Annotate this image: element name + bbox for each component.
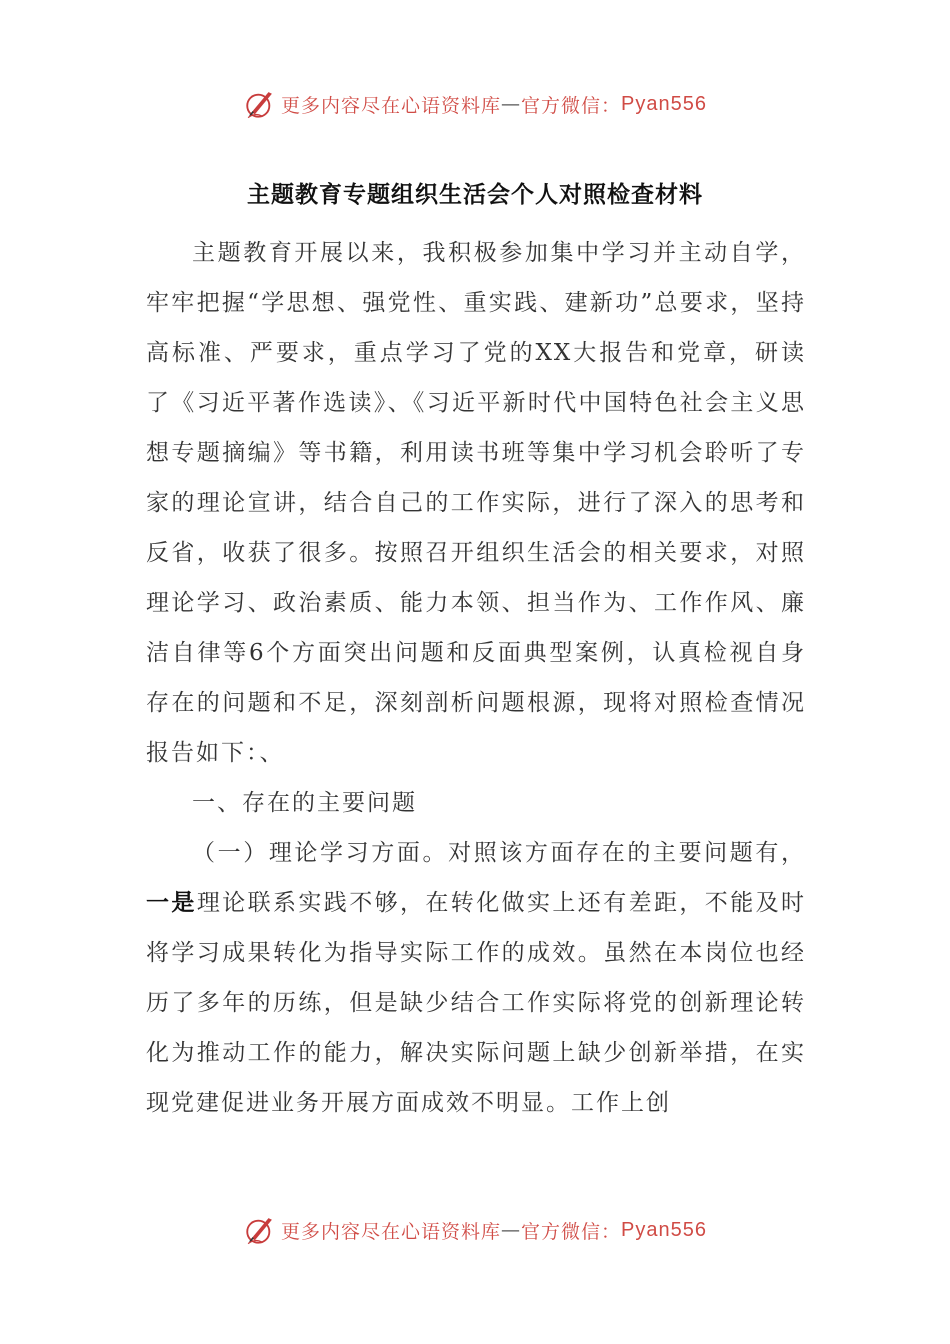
watermark-site-text: 更多内容尽在心语资料库 bbox=[281, 1220, 502, 1243]
point-text: 理论联系实践不够，在转化做实上还有差距，不能及时将学习成果转化为指导实际工作的成效。虽然在本岗位也经历了多年的历练，但是缺少结合工作实际将党的创新理论转化为推动工作的能力，解决实际问题上缺少创新举措，在实现党建促进业务开展方面成效不明显。工作上创 bbox=[146, 890, 807, 1116]
point-paragraph bbox=[146, 828, 806, 1128]
watermark-header bbox=[0, 84, 950, 124]
watermark-site-text: 更多内容尽在心语资料库 bbox=[281, 94, 502, 117]
section-heading: 一、存在的主要问题 bbox=[192, 790, 417, 816]
watermark-wechat-id: Pyan556 bbox=[621, 1218, 707, 1241]
point-lead: 一是 bbox=[146, 889, 197, 916]
watermark-wechat-id: Pyan556 bbox=[621, 92, 707, 115]
subsection-intro: （一）理论学习方面。对照该方面存在的主要问题有， bbox=[192, 840, 806, 866]
document-title: 主题教育专题组织生活会个人对照检查材料 bbox=[247, 182, 703, 208]
watermark-dash: — bbox=[501, 1219, 522, 1241]
watermark-footer bbox=[0, 1210, 950, 1250]
intro-paragraph: 主题教育开展以来，我积极参加集中学习并主动自学，牢牢把握“学思想、强党性、重实践、建新功”总要求，坚持高标准、严要求，重点学习了党的XX大报告和党章，研读了《习近平著作选读》、《习近平新时代中国特色社会主义思想专题摘编》等书籍，利用读书班等集中学习机会聆听了专家的理论宣讲，结合自己的工作实际，进行了深入的思考和反省，收获了很多。按照召开组织生活会的相关要求，对照理论学习、政治素质、能力本领、担当作为、工作作风、廉洁自律等6个方面突出问题和反面典型案例，认真检视自身存在的问题和不足，深刻剖析问题根源，现将对照检查情况报告如下：、 bbox=[146, 240, 806, 766]
quill-logo-icon bbox=[243, 87, 277, 121]
watermark-wechat-label: 官方微信： bbox=[521, 94, 622, 117]
document-body bbox=[146, 228, 806, 1128]
watermark-wechat-label: 官方微信： bbox=[521, 1220, 622, 1243]
quill-logo-icon bbox=[243, 1213, 277, 1247]
watermark-dash: — bbox=[501, 93, 522, 115]
